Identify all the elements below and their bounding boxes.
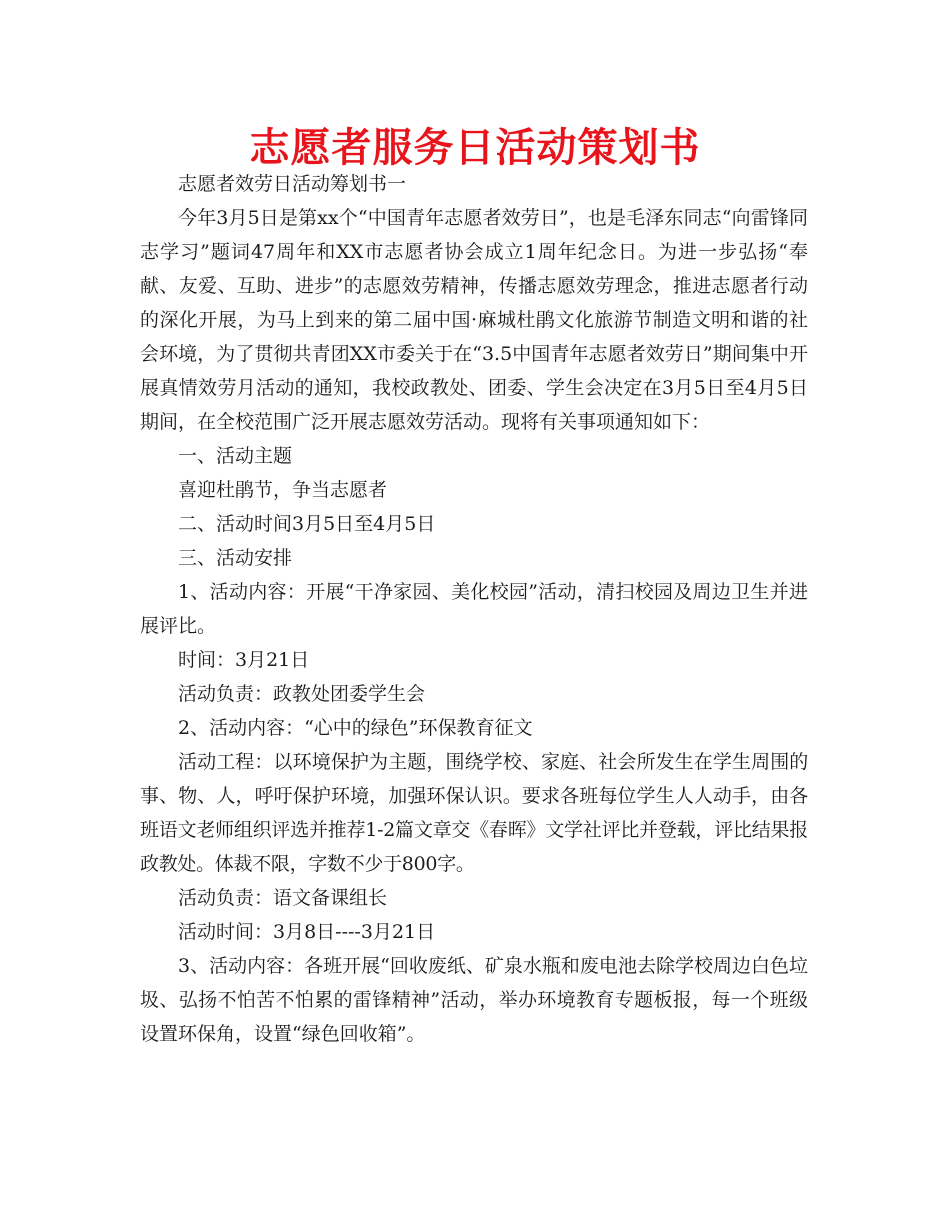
activity-1-owner: 活动负责：政教处团委学生会 xyxy=(178,683,426,705)
section-heading-time: 二、活动时间3月5日至4月5日 xyxy=(178,513,436,535)
theme-text: 喜迎杜鹃节，争当志愿者 xyxy=(178,479,388,501)
document-title: 志愿者服务日活动策划书 xyxy=(249,125,701,171)
intro-paragraph: 今年3月5日是第xx个“中国青年志愿者效劳日”，也是毛泽东同志“向雷锋同志学习”题词47周年和XX市志愿者协会成立1周年纪念日。为进一步弘扬“奉献、友爱、互助、进步”的志愿效劳精神，传播志愿效劳理念，推进志愿者行动的深化开展，为马上到来的第二届中国·麻城杜鹃文化旅游节制造文明和谐的社会环境，为了贯彻共青团XX市委关于在“3.5中国青年志愿者效劳日”期间集中开展真情效劳月活动的通知，我校政教处、团委、学生会决定在3月5日至4月5日期间，在全校范围广泛开展志愿效劳活动。现将有关事项通知如下： xyxy=(140,207,808,433)
section-heading-theme: 一、活动主题 xyxy=(178,445,293,467)
activity-3-content: 3、活动内容：各班开展“回收废纸、矿泉水瓶和废电池去除学校周边白色垃圾、弘扬不怕苦不怕累的雷锋精神”活动，举办环境教育专题板报，每一个班级设置环保角，设置“绿色回收箱”。 xyxy=(140,955,808,1045)
activity-2-time: 活动时间：3月8日----3月21日 xyxy=(178,921,436,943)
section-heading-arrangement: 三、活动安排 xyxy=(178,547,293,569)
activity-2-project: 活动工程：以环境保护为主题，围绕学校、家庭、社会所发生在学生周围的事、物、人，呼吁保护环境，加强环保认识。要求各班每位学生人人动手，由各班语文老师组织评选并推荐1-2篇文章交《春晖》文学社评比并登载，评比结果报政教处。体裁不限，字数不少于800字。 xyxy=(140,751,808,875)
document-body xyxy=(140,167,808,1051)
activity-1-time: 时间：3月21日 xyxy=(178,649,310,671)
activity-2-owner: 活动负责：语文备课组长 xyxy=(178,887,388,909)
activity-2-content: 2、活动内容：“心中的绿色”环保教育征文 xyxy=(178,717,533,739)
activity-1-content: 1、活动内容：开展“干净家园、美化校园”活动，清扫校园及周边卫生并进展评比。 xyxy=(140,581,808,637)
subtitle-paragraph: 志愿者效劳日活动筹划书一 xyxy=(178,173,407,195)
